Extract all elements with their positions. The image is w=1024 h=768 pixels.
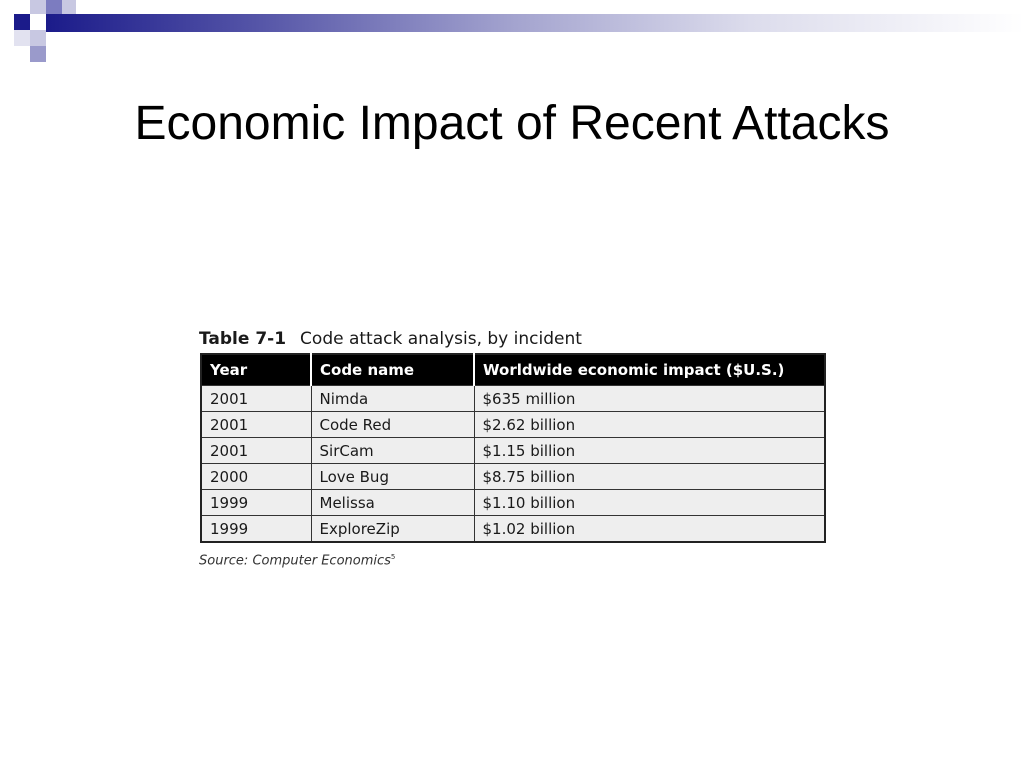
cell-code-name: Melissa [311, 490, 474, 516]
table-row [201, 438, 825, 464]
cell-impact: $1.10 billion [474, 490, 825, 516]
slide-title: Economic Impact of Recent Attacks [134, 97, 890, 150]
cell-code-name: Code Red [311, 412, 474, 438]
table-caption-text: Code attack analysis, by incident [300, 329, 582, 349]
table-source-note [199, 553, 827, 568]
cell-year: 2001 [201, 412, 311, 438]
deco-square [14, 30, 30, 46]
cell-year: 2001 [201, 438, 311, 464]
deco-square [62, 0, 76, 14]
title-accent-bar [46, 14, 1024, 32]
deco-square [46, 0, 62, 14]
deco-square [30, 46, 46, 62]
deco-square [30, 30, 46, 46]
cell-code-name: Love Bug [311, 464, 474, 490]
header-code-name: Code name [311, 354, 474, 386]
source-text: Source: Computer Economics [199, 553, 391, 569]
table-caption [199, 327, 827, 353]
cell-impact: $8.75 billion [474, 464, 825, 490]
cell-impact: $1.02 billion [474, 516, 825, 543]
cell-year: 1999 [201, 516, 311, 543]
cell-year: 2000 [201, 464, 311, 490]
table-row [201, 464, 825, 490]
cell-code-name: SirCam [311, 438, 474, 464]
cell-code-name: ExploreZip [311, 516, 474, 543]
header-economic-impact: Worldwide economic impact ($U.S.) [474, 354, 825, 386]
source-footnote-marker: 5 [390, 553, 396, 561]
table-row [201, 490, 825, 516]
table-figure [199, 327, 827, 568]
table-row [201, 386, 825, 412]
header-year: Year [201, 354, 311, 386]
cell-year: 1999 [201, 490, 311, 516]
cell-year: 2001 [201, 386, 311, 412]
deco-square [14, 14, 30, 30]
table-row [201, 516, 825, 543]
cell-impact: $2.62 billion [474, 412, 825, 438]
table-number: Table 7-1 [199, 329, 287, 349]
table-row [201, 412, 825, 438]
table-header-row [201, 354, 825, 386]
deco-square [30, 0, 46, 14]
cell-impact: $1.15 billion [474, 438, 825, 464]
attack-impact-table [200, 353, 826, 543]
cell-impact: $635 million [474, 386, 825, 412]
cell-code-name: Nimda [311, 386, 474, 412]
